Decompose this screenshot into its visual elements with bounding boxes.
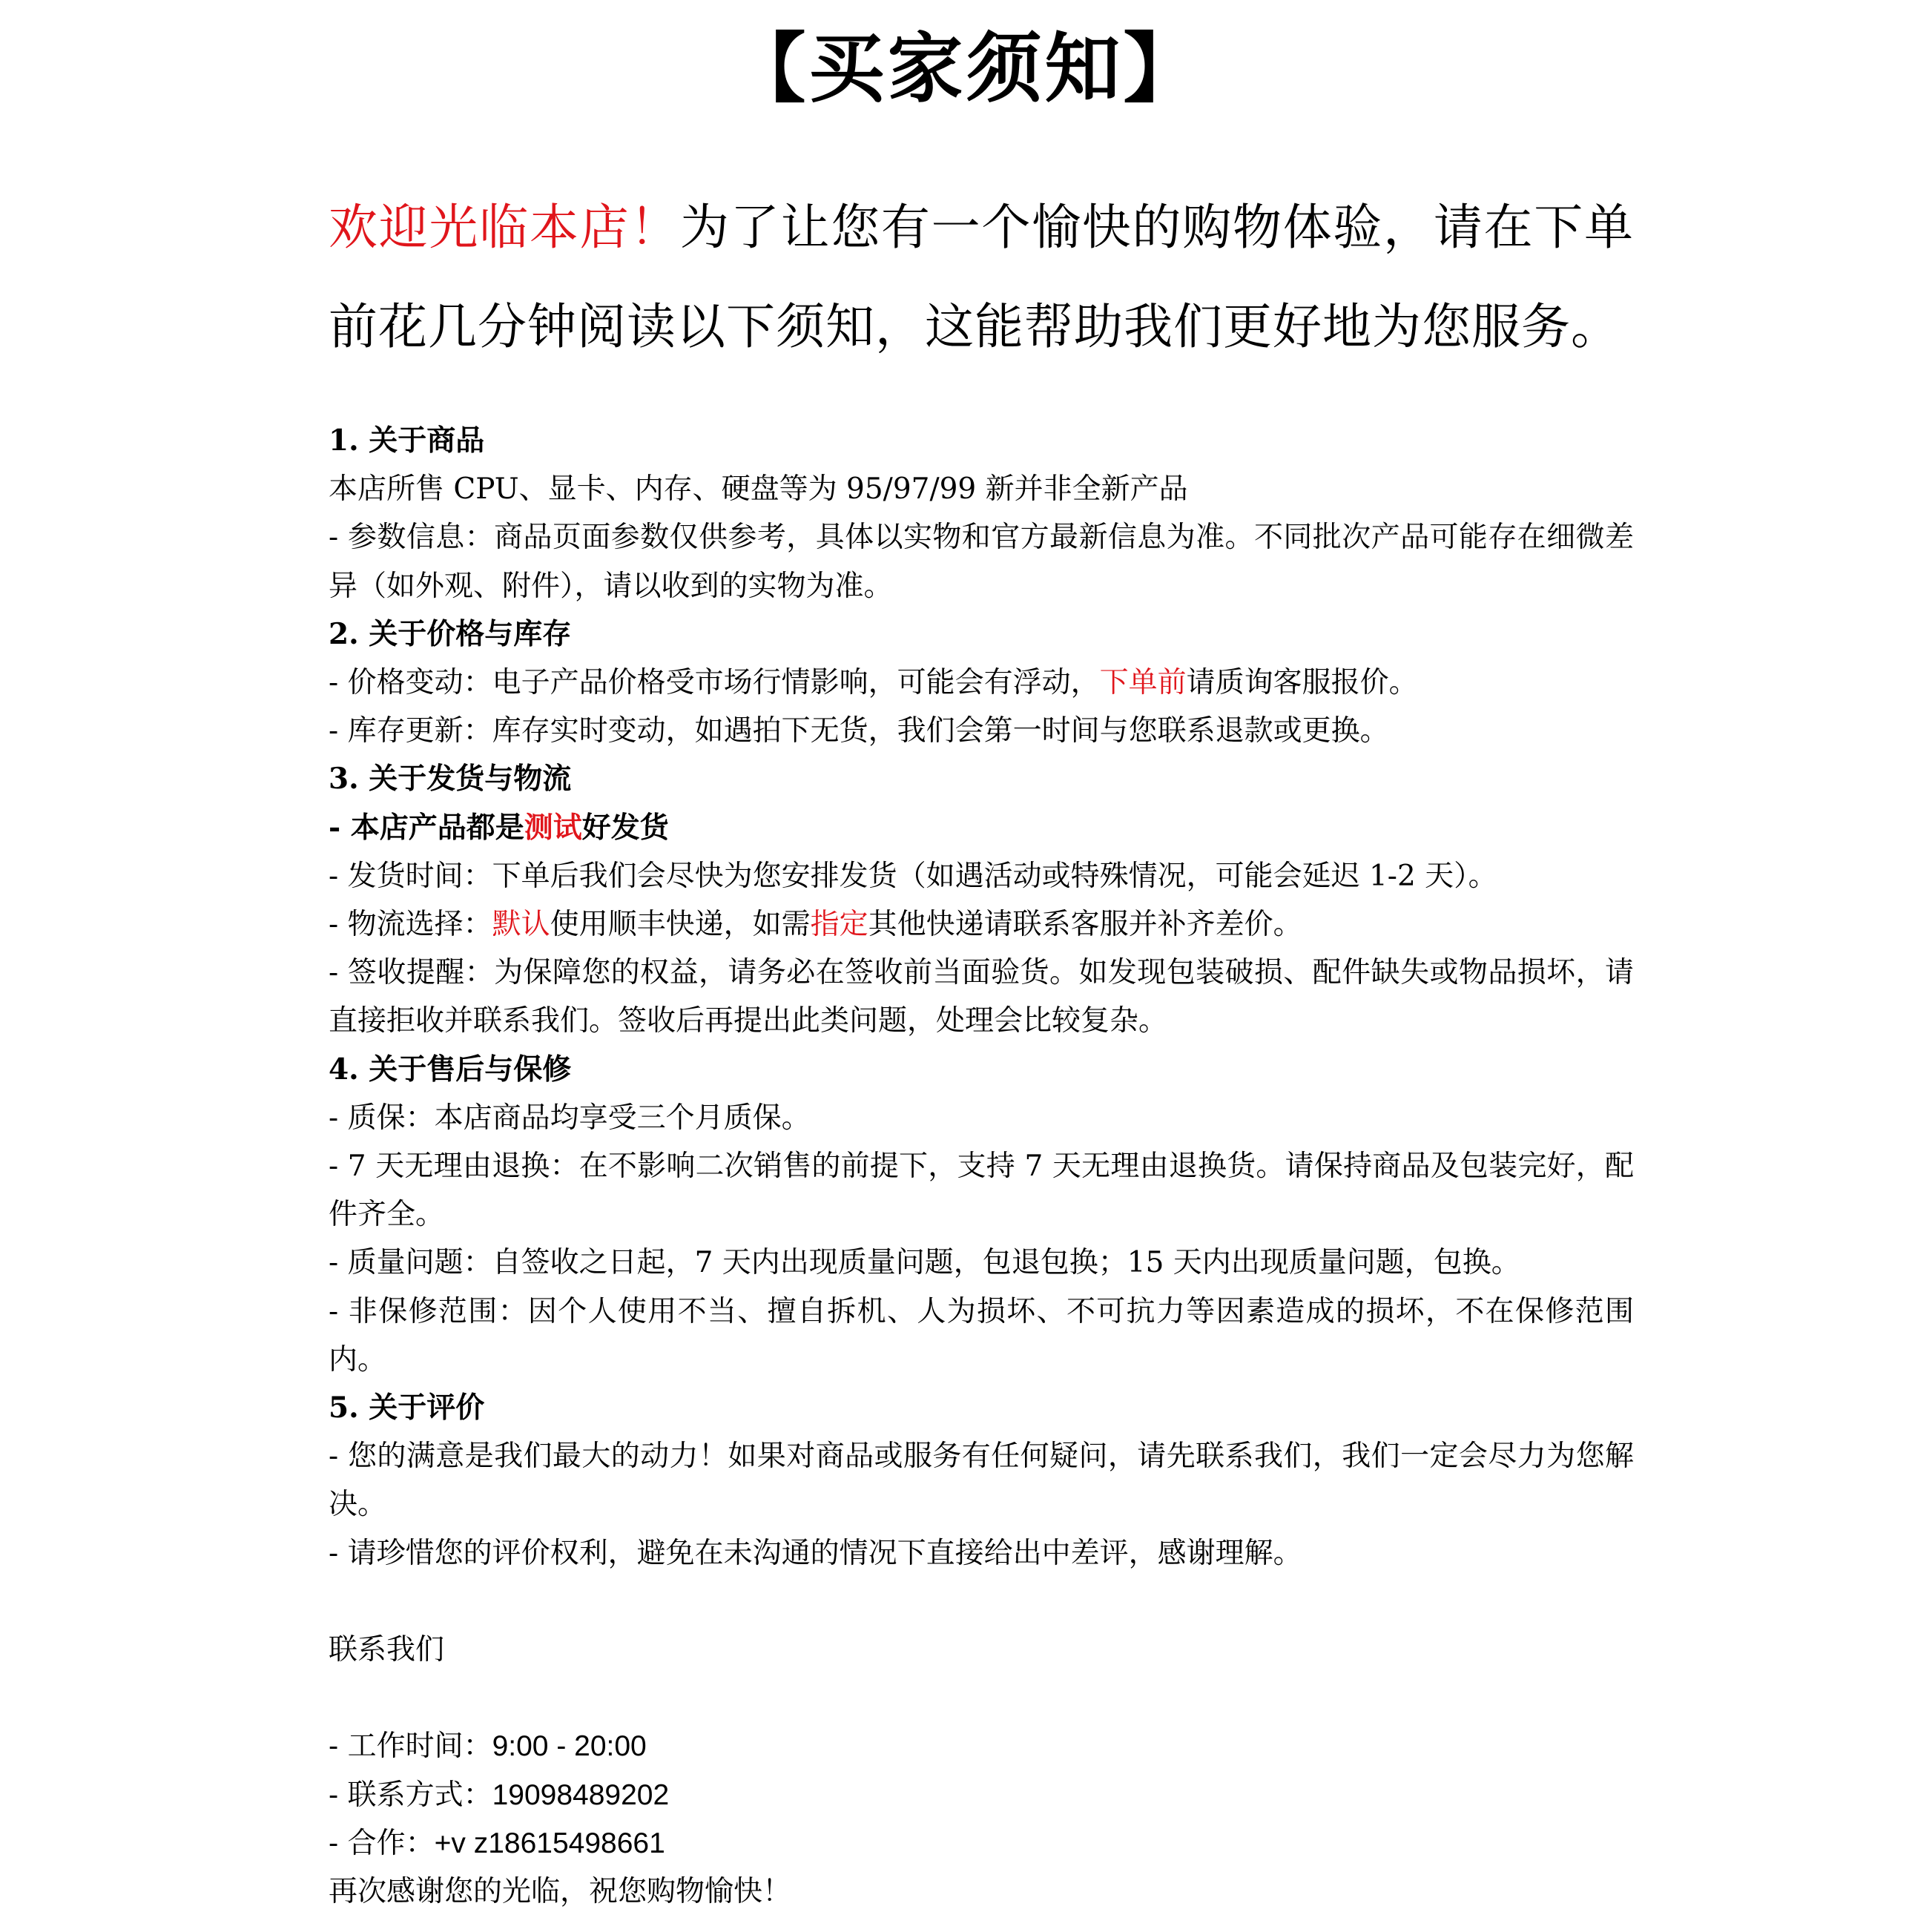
return-policy-line: - 7 天无理由退换：在不影响二次销售的前提下，支持 7 天无理由退换货。请保持商品及包装完好，配件齐全。 [329,1150,1634,1232]
contact-coop-value: +v z18615498661 [434,1827,665,1859]
page-title: 【买家须知】 [730,24,1202,113]
closing-line: 再次感谢您的光临，祝您购物愉快！ [329,1875,792,1909]
contact-phone-line [329,1771,1634,1819]
welcome-text: 欢迎光临本店！ [329,199,681,256]
price-line-tail: 请质询客服报价。 [1186,666,1418,700]
warranty-line: - 质保：本店商品均享受三个月质保。 [329,1101,811,1135]
sign-reminder-line: - 签收提醒：为保障您的权益，请务必在签收前当面验货。如发现包装破损、配件缺失或物品损坏，请直接拒收并联系我们。签收后再提出此类问题，处理会比较复杂。 [329,956,1634,1038]
products-scope-line: 本店所售 CPU、显卡、内存、硬盘等为 95/97/99 新并非全新产品 [329,472,1188,507]
products-params-line: - 参数信息：商品页面参数仅供参考，具体以实物和官方最新信息为准。不同批次产品可能存在细微差异（如外观、附件），请以收到的实物为准。 [329,521,1634,603]
logistics-highlight-specify: 指定 [810,908,868,942]
contact-hours-line [329,1722,1634,1770]
contact-heading: 联系我们 [329,1633,445,1667]
section-heading-products: 1. 关于商品 [329,423,485,458]
satisfaction-line: - 您的满意是我们最大的动力！如果对商品或服务有任何疑问，请先联系我们，我们一定会尽力为您解决。 [329,1440,1634,1522]
intro-text: 为了让您有一个愉快的购物体验，请在下单前花几分钟阅读以下须知，这能帮助我们更好地为您服务。 [329,199,1635,355]
price-line-highlight: 下单前 [1099,666,1187,700]
section-heading-reviews: 5. 关于评价 [329,1391,485,1425]
spacer [329,1674,1634,1722]
contact-hours-value: 9:00 - 20:00 [492,1730,647,1763]
tested-line-text: - 本店产品都是 [329,810,524,845]
contact-phone-value: 19098489202 [492,1778,670,1811]
review-request-line: - 请珍惜您的评价权利，避免在未沟通的情况下直接给出中差评，感谢理解。 [329,1536,1302,1570]
tested-line-tail: 好发货 [581,810,669,845]
section-heading-shipping: 3. 关于发货与物流 [329,762,572,797]
logistics-middle: 使用顺丰快递，如需 [550,908,811,942]
tested-line-highlight: 测试 [524,810,582,845]
section-heading-price-stock: 2. 关于价格与库存 [329,616,572,651]
notice-body [329,417,1634,1916]
contact-phone-label: - 联系方式： [329,1778,492,1812]
tested-line [329,804,1634,852]
logistics-tail: 其他快递请联系客服并补齐差价。 [868,908,1302,942]
price-line-text: - 价格变动：电子产品价格受市场行情影响，可能会有浮动， [329,666,1100,700]
section-heading-after-sales: 4. 关于售后与保修 [329,1052,572,1087]
intro-paragraph [329,178,1634,377]
logistics-highlight-default: 默认 [492,908,550,942]
contact-coop-line [329,1819,1634,1867]
quality-issue-line: - 质量问题：自签收之日起，7 天内出现质量问题，包退包换；15 天内出现质量问题，包换。 [329,1246,1520,1280]
price-change-line [329,659,1634,707]
spacer [329,1577,1634,1626]
ship-time-line: - 发货时间：下单后我们会尽快为您安排发货（如遇活动或特殊情况，可能会延迟 1-2 天）。 [329,859,1497,893]
stock-update-line: - 库存更新：库存实时变动，如遇拍下无货，我们会第一时间与您联系退款或更换。 [329,714,1389,748]
contact-coop-label: - 合作： [329,1826,435,1860]
non-warranty-line: - 非保修范围：因个人使用不当、擅自拆机、人为损坏、不可抗力等因素造成的损坏，不在保修范围内。 [329,1294,1634,1377]
contact-hours-label: - 工作时间： [329,1730,492,1764]
logistics-text: - 物流选择： [329,908,492,942]
logistics-line [329,900,1634,949]
